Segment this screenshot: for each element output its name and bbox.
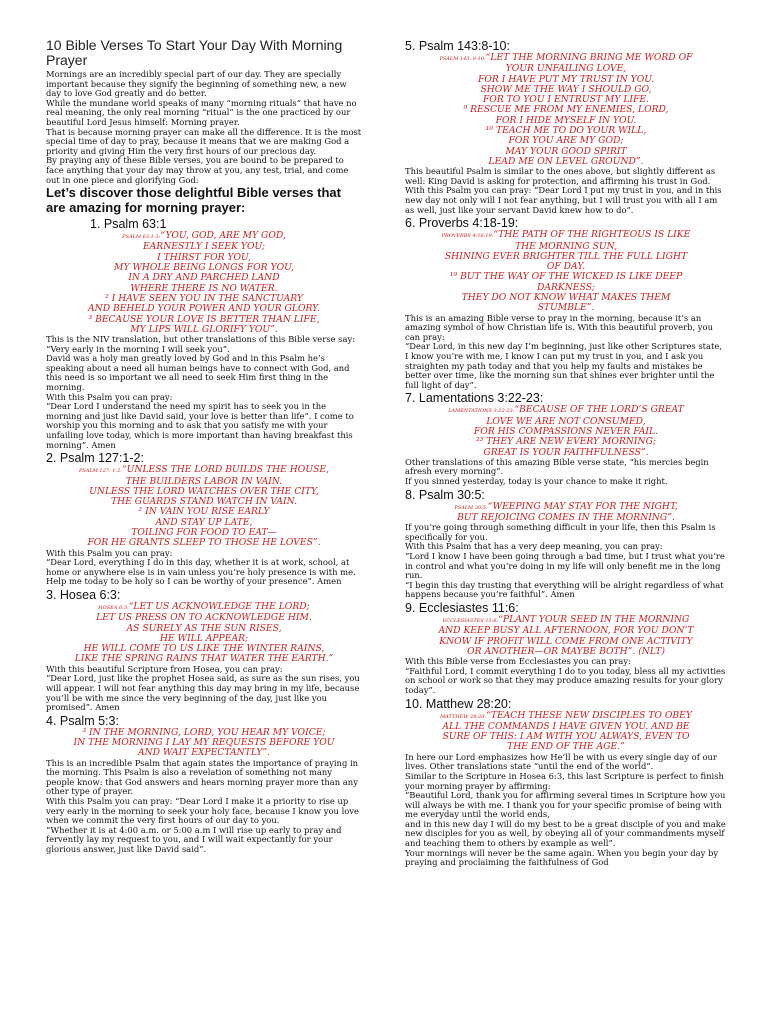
section-body-proverbs-4: [405, 314, 727, 391]
verse-line: ³ IN THE MORNING, LORD, YOU HEAR MY VOICE;: [82, 726, 326, 738]
body-paragraph: With this beautiful Scripture from Hosea, you can pray:: [46, 663, 283, 674]
verse-reference: LAMENTATIONS 3:22-23:: [448, 408, 515, 415]
body-paragraph: Similar to the Scripture in Hosea 6:3, this last Scripture is perfect to finish your morning prayer by affirming:: [405, 770, 724, 791]
section-heading-psalm-127: 2. Psalm 127:1-2:: [46, 451, 144, 466]
verse-line: LIKE THE SPRING RAINS THAT WATER THE EARTH.”: [74, 653, 334, 665]
verse-line: KNOW IF PROFIT WILL COME FROM ONE ACTIVITY: [439, 635, 693, 647]
intro-paragraph: While the mundane world speaks of many “morning rituals” that have no real meaning, the only real morning “ritual” is the one practiced by our beautiful Lord Jesus himself: Morning prayer.: [46, 97, 357, 127]
verse-line: AND WAIT EXPECTANTLY”.: [137, 747, 271, 759]
verse-line: EARNESTLY I SEEK YOU;: [142, 241, 266, 253]
section-body-psalm-63: [46, 335, 362, 450]
verse-line: THEY DO NOT KNOW WHAT MAKES THEM: [461, 292, 671, 304]
verse-line: MY LIPS WILL GLORIFY YOU”.: [130, 323, 278, 335]
verse-line: GREAT IS YOUR FAITHFULNESS”.: [483, 446, 649, 458]
verse-line: “THE PATH OF THE RIGHTEOUS IS LIKE: [493, 229, 691, 241]
verse-line: LEAD ME ON LEVEL GROUND”.: [488, 155, 644, 167]
verse-line: I THIRST FOR YOU,: [157, 251, 251, 263]
verse-line: LOVE WE ARE NOT CONSUMED,: [486, 415, 646, 427]
verse-psalm-30: [405, 502, 727, 524]
verse-line: ³ BECAUSE YOUR LOVE IS BETTER THAN LIFE,: [88, 313, 320, 325]
body-paragraph: “Dear Lord, everything I do in this day, whether it is at work, school, at home or anywhere else is in vain unless you’re holy presence is with me. Help me today to be holy so I can be worthy of your presence”. Amen: [46, 557, 356, 587]
body-paragraph: With this Psalm that has a very deep meaning, you can pray:: [405, 541, 663, 552]
verse-line: IN A DRY AND PARCHED LAND: [128, 272, 280, 284]
body-paragraph: “Faithful Lord, I commit everything I do to you today, bless all my activities on school or work so that they may produce amazing results for your glory today”.: [405, 665, 726, 695]
verse-line: HE WILL APPEAR;: [159, 632, 249, 644]
verse-line: SHOW ME THE WAY I SHOULD GO,: [480, 83, 652, 95]
section-heading-matthew-28: 10. Matthew 28:20:: [405, 696, 512, 711]
body-paragraph: This is an amazing Bible verse to pray in the morning, because it’s an amazing symbol of how Christian life is. With this beautiful proverb, you can pray:: [405, 312, 713, 342]
verse-reference: ECCLESIASTES 11:6:: [442, 617, 499, 624]
verse-line: TOILING FOR FOOD TO EAT—: [131, 527, 277, 538]
section-heading-psalm-63: 1. Psalm 63:1: [90, 217, 167, 232]
verse-line: AND KEEP BUSY ALL AFTERNOON, FOR YOU DON’T: [438, 625, 694, 637]
verse-reference: PSALM 63:1-3:: [122, 234, 161, 241]
section-heading-psalm-30: 8. Psalm 30:5:: [405, 487, 485, 502]
verse-reference: HOSEA 6:3:: [98, 604, 129, 611]
verse-line: WHERE THERE IS NO WATER.: [130, 282, 278, 294]
verse-line: BUT REJOICING COMES IN THE MORNING”.: [457, 511, 675, 523]
verse-line: ¹⁰ TEACH ME TO DO YOUR WILL,: [485, 125, 647, 137]
verse-line: LET US PRESS ON TO ACKNOWLEDGE HIM.: [96, 612, 312, 624]
body-paragraph: “Dear Lord, in this new day I’m beginning, just like other Scriptures state, I know you’re with me, I know I can put my trust in you, and I ask you straighten my path today and that you help my faults and mistakes be better over time, like the morning sun that shines ever brighter until the full light of day”.: [405, 341, 723, 390]
body-paragraph: This is the NIV translation, but other translations of this Bible verse say: “Very early in the morning I will seek you”.: [46, 334, 356, 354]
verse-reference: PSALM 127: 1-2:: [78, 468, 122, 475]
body-paragraph: and in this new day I will do my best to be a great disciple of you and make new disciples for you as well, by obeying all of your commandments myself and teaching them to others by example as well”.: [405, 818, 726, 849]
verse-line: YOUR UNFAILING LOVE,: [505, 63, 627, 75]
verse-line: THE MORNING SUN,: [515, 240, 617, 252]
verse-reference: PSALM 143: 8-10:: [439, 56, 486, 62]
verse-psalm-5: [46, 728, 362, 759]
section-heading-psalm-143: 5. Psalm 143:8-10:: [405, 39, 510, 53]
body-paragraph: With this Psalm you can pray: “Dear Lord I make it a priority to rise up very early in the morning to seek your holy face, because I know you love when we commit the very first hours of our day to you.: [46, 795, 359, 826]
verse-line: “BECAUSE OF THE LORD’S GREAT: [514, 404, 684, 416]
verse-line: FOR HIS COMPASSIONS NEVER FAIL.: [473, 425, 659, 437]
body-paragraph: “Dear Lord, just like the prophet Hosea said, as sure as the sun rises, you will appear. I will not fear anything this day may bring in my life, because you’ll be with me since the very beginning of the day, just like you promised”. Amen: [46, 673, 360, 713]
verse-line: FOR TO YOU I ENTRUST MY LIFE.: [482, 94, 650, 106]
body-paragraph: “Beautiful Lord, thank you for affirming several times in Scripture how you will always be with me. I thank you for your specific promise of being with me everyday until the world ends,: [405, 790, 726, 820]
section-body-ecclesiastes-11: [405, 657, 727, 695]
verse-reference: PROVERBS 4:18-19:: [441, 233, 494, 240]
intro-paragraph: Mornings are an incredibly special part of our day. They are specially important because they signify the beginning of something new, a new day to love God greatly and do better.: [46, 69, 347, 99]
section-body-psalm-143: [405, 167, 727, 215]
verse-line: ² I HAVE SEEN YOU IN THE SANCTUARY: [105, 292, 303, 304]
verse-line: AND STAY UP LATE,: [155, 516, 253, 528]
body-paragraph: With this Psalm you can pray: “Dear Lord I put my trust in you, and in this new day not only will I not fear anything, but I will trust you with all I am as well, just like your servant David knew how to do”.: [405, 185, 722, 215]
body-paragraph: David was a holy man greatly loved by God and in this Psalm he’s speaking about a need all human beings have to connect with God, and this need is so important we all need to seek Him first thing in the morning.: [46, 353, 350, 393]
body-paragraph: Your mornings will never be the same again. When you begin your day by praying and proclaiming the faithfulness of God: [405, 847, 719, 868]
section-body-hosea-6: [46, 665, 362, 713]
verse-line: STUMBLE”.: [537, 302, 595, 314]
verse-line: “UNLESS THE LORD BUILDS THE HOUSE,: [121, 464, 329, 476]
left-column: [46, 38, 362, 855]
verse-reference: MATTHEW 28:20:: [440, 713, 487, 720]
body-paragraph: If you sinned yesterday, today is your chance to make it right.: [405, 476, 668, 487]
verse-line: ¹⁹ BUT THE WAY OF THE WICKED IS LIKE DEEP: [449, 271, 683, 283]
section-body-lamentations-3: [405, 458, 727, 487]
verse-line: AND BEHELD YOUR POWER AND YOUR GLORY.: [88, 303, 320, 315]
verse-matthew-28: [405, 711, 727, 753]
verse-line: ²³ THEY ARE NEW EVERY MORNING;: [475, 436, 657, 448]
body-paragraph: This is an incredible Psalm that again states the importance of praying in the morning. This Psalm is also a revelation of something not many people know: that God answers and hears morning prayer more than any other type of prayer.: [46, 757, 359, 797]
intro: [46, 70, 362, 185]
verse-line: DARKNESS;: [536, 281, 596, 293]
body-paragraph: Other translations of this amazing Bible verse state, “his mercies begin afresh every morning”.: [405, 456, 709, 477]
verse-line: SURE OF THIS: I AM WITH YOU ALWAYS, EVEN TO: [442, 731, 690, 743]
verse-line: “LET US ACKNOWLEDGE THE LORD;: [128, 600, 310, 612]
verse-psalm-127: [46, 465, 362, 548]
verse-line: OR ANOTHER—OR MAYBE BOTH”. (NLT): [467, 645, 665, 657]
verse-line: “LET THE MORNING BRING ME WORD OF: [485, 52, 693, 63]
verse-line: FOR YOU ARE MY GOD;: [508, 135, 624, 147]
verse-line: ⁹ RESCUE ME FROM MY ENEMIES, LORD,: [463, 104, 669, 116]
verse-hosea-6: [46, 602, 362, 665]
verse-line: “WEEPING MAY STAY FOR THE NIGHT,: [487, 500, 678, 512]
verse-line: “TEACH THESE NEW DISCIPLES TO OBEY: [486, 709, 692, 721]
right-column: [405, 38, 727, 868]
body-paragraph: “Dear Lord I understand the need my spirit has to seek you in the morning and just like David said, your love is better than life”. I come to worship you this morning and to ask that you satisfy me with your unfailing love today, which is more important than having breakfast this morning”. Amen: [46, 401, 354, 450]
verse-ecclesiastes-11: [405, 615, 727, 657]
intro-paragraph: That is because morning prayer can make all the difference. It is the most special time of day to pray, because it means that we are making God a priority and giving Him the very first hours of our precious day.: [46, 126, 362, 156]
body-paragraph: This beautiful Psalm is similar to the ones above, but slightly different as well: King David is asking for protection, and affirming his trust in God.: [405, 166, 716, 186]
verse-line: ² IN VAIN YOU RISE EARLY: [138, 506, 270, 518]
verse-line: THE GUARDS STAND WATCH IN VAIN.: [110, 496, 298, 508]
verse-line: IN THE MORNING I LAY MY REQUESTS BEFORE YOU: [73, 737, 335, 749]
body-paragraph: “Lord I know I have been going through a bad time, but I trust what you’re in control and what you’re doing in my life will only benefit me in the long run.: [405, 551, 725, 581]
body-paragraph: With this Bible verse from Ecclesiastes you can pray:: [405, 656, 631, 667]
body-paragraph: “I begin this day trusting that everything will be alright regardless of what happens because you’re faithful”. Amen: [405, 579, 724, 600]
verse-lamentations-3: [405, 405, 727, 457]
verse-line: THE END OF THE AGE.”: [507, 741, 625, 753]
verse-line: HE WILL COME TO US LIKE THE WINTER RAINS,: [83, 643, 325, 655]
body-paragraph: “Whether it is at 4:00 a.m. or 5:00 a.m I will rise up early to pray and fervently lay my request to you, and I will wait expectantly for your glorious answer, just like David said”.: [46, 824, 342, 854]
verse-line: THE BUILDERS LABOR IN VAIN.: [125, 475, 283, 487]
verse-psalm-143: [405, 53, 727, 167]
section-heading-lamentations-3: 7. Lamentations 3:22-23:: [405, 391, 544, 406]
verse-line: “PLANT YOUR SEED IN THE MORNING: [498, 613, 690, 625]
verse-reference: PSALM 30:5:: [454, 504, 488, 511]
section-heading-proverbs-4: 6. Proverbs 4:18-19:: [405, 216, 519, 231]
lead-heading: Let’s discover those delightful Bible verses that are amazing for morning prayer:: [46, 185, 341, 216]
body-paragraph: If you’re going through something difficult in your life, then this Psalm is specifically for you.: [405, 522, 716, 542]
verse-proverbs-4: [405, 230, 727, 313]
verse-line: SHINING EVER BRIGHTER TILL THE FULL LIGHT: [444, 250, 688, 262]
document-title: 10 Bible Verses To Start Your Day With Morning Prayer: [46, 37, 343, 68]
verse-line: OF DAY.: [546, 261, 586, 273]
verse-line: FOR HE GRANTS SLEEP TO THOSE HE LOVES”.: [87, 537, 321, 549]
section-body-psalm-30: [405, 523, 727, 600]
body-paragraph: With this Psalm you can pray:: [46, 391, 173, 402]
verse-line: MAY YOUR GOOD SPIRIT: [505, 145, 627, 157]
verse-line: ALL THE COMMANDS I HAVE GIVEN YOU. AND BE: [442, 720, 690, 732]
verse-line: MY WHOLE BEING LONGS FOR YOU,: [114, 262, 294, 274]
section-heading-ecclesiastes-11: 9. Ecclesiastes 11:6:: [405, 600, 519, 615]
section-heading-psalm-5: 4. Psalm 5:3:: [46, 713, 119, 728]
verse-line: UNLESS THE LORD WATCHES OVER THE CITY,: [89, 485, 319, 497]
verse-line: FOR I HAVE PUT MY TRUST IN YOU.: [477, 73, 655, 85]
body-paragraph: In here our Lord emphasizes how He’ll be with us every single day of our lives. Other translations state “until the end of the world”.: [405, 751, 717, 772]
verse-line: AS SURELY AS THE SUN RISES,: [126, 622, 282, 634]
verse-line: FOR I HIDE MYSELF IN YOU.: [495, 114, 637, 126]
section-body-matthew-28: [405, 753, 727, 868]
body-paragraph: With this Psalm you can pray:: [46, 547, 173, 558]
intro-paragraph: By praying any of these Bible verses, you are bound to be prepared to face anything that your day may throw at you, any test, trial, and come out in one piece and glorifying God:: [46, 155, 349, 185]
verse-psalm-63: [46, 231, 362, 335]
section-heading-hosea-6: 3. Hosea 6:3:: [46, 587, 121, 602]
section-body-psalm-5: [46, 759, 362, 855]
verse-line: “YOU, GOD, ARE MY GOD,: [160, 230, 286, 242]
section-body-psalm-127: [46, 549, 362, 587]
